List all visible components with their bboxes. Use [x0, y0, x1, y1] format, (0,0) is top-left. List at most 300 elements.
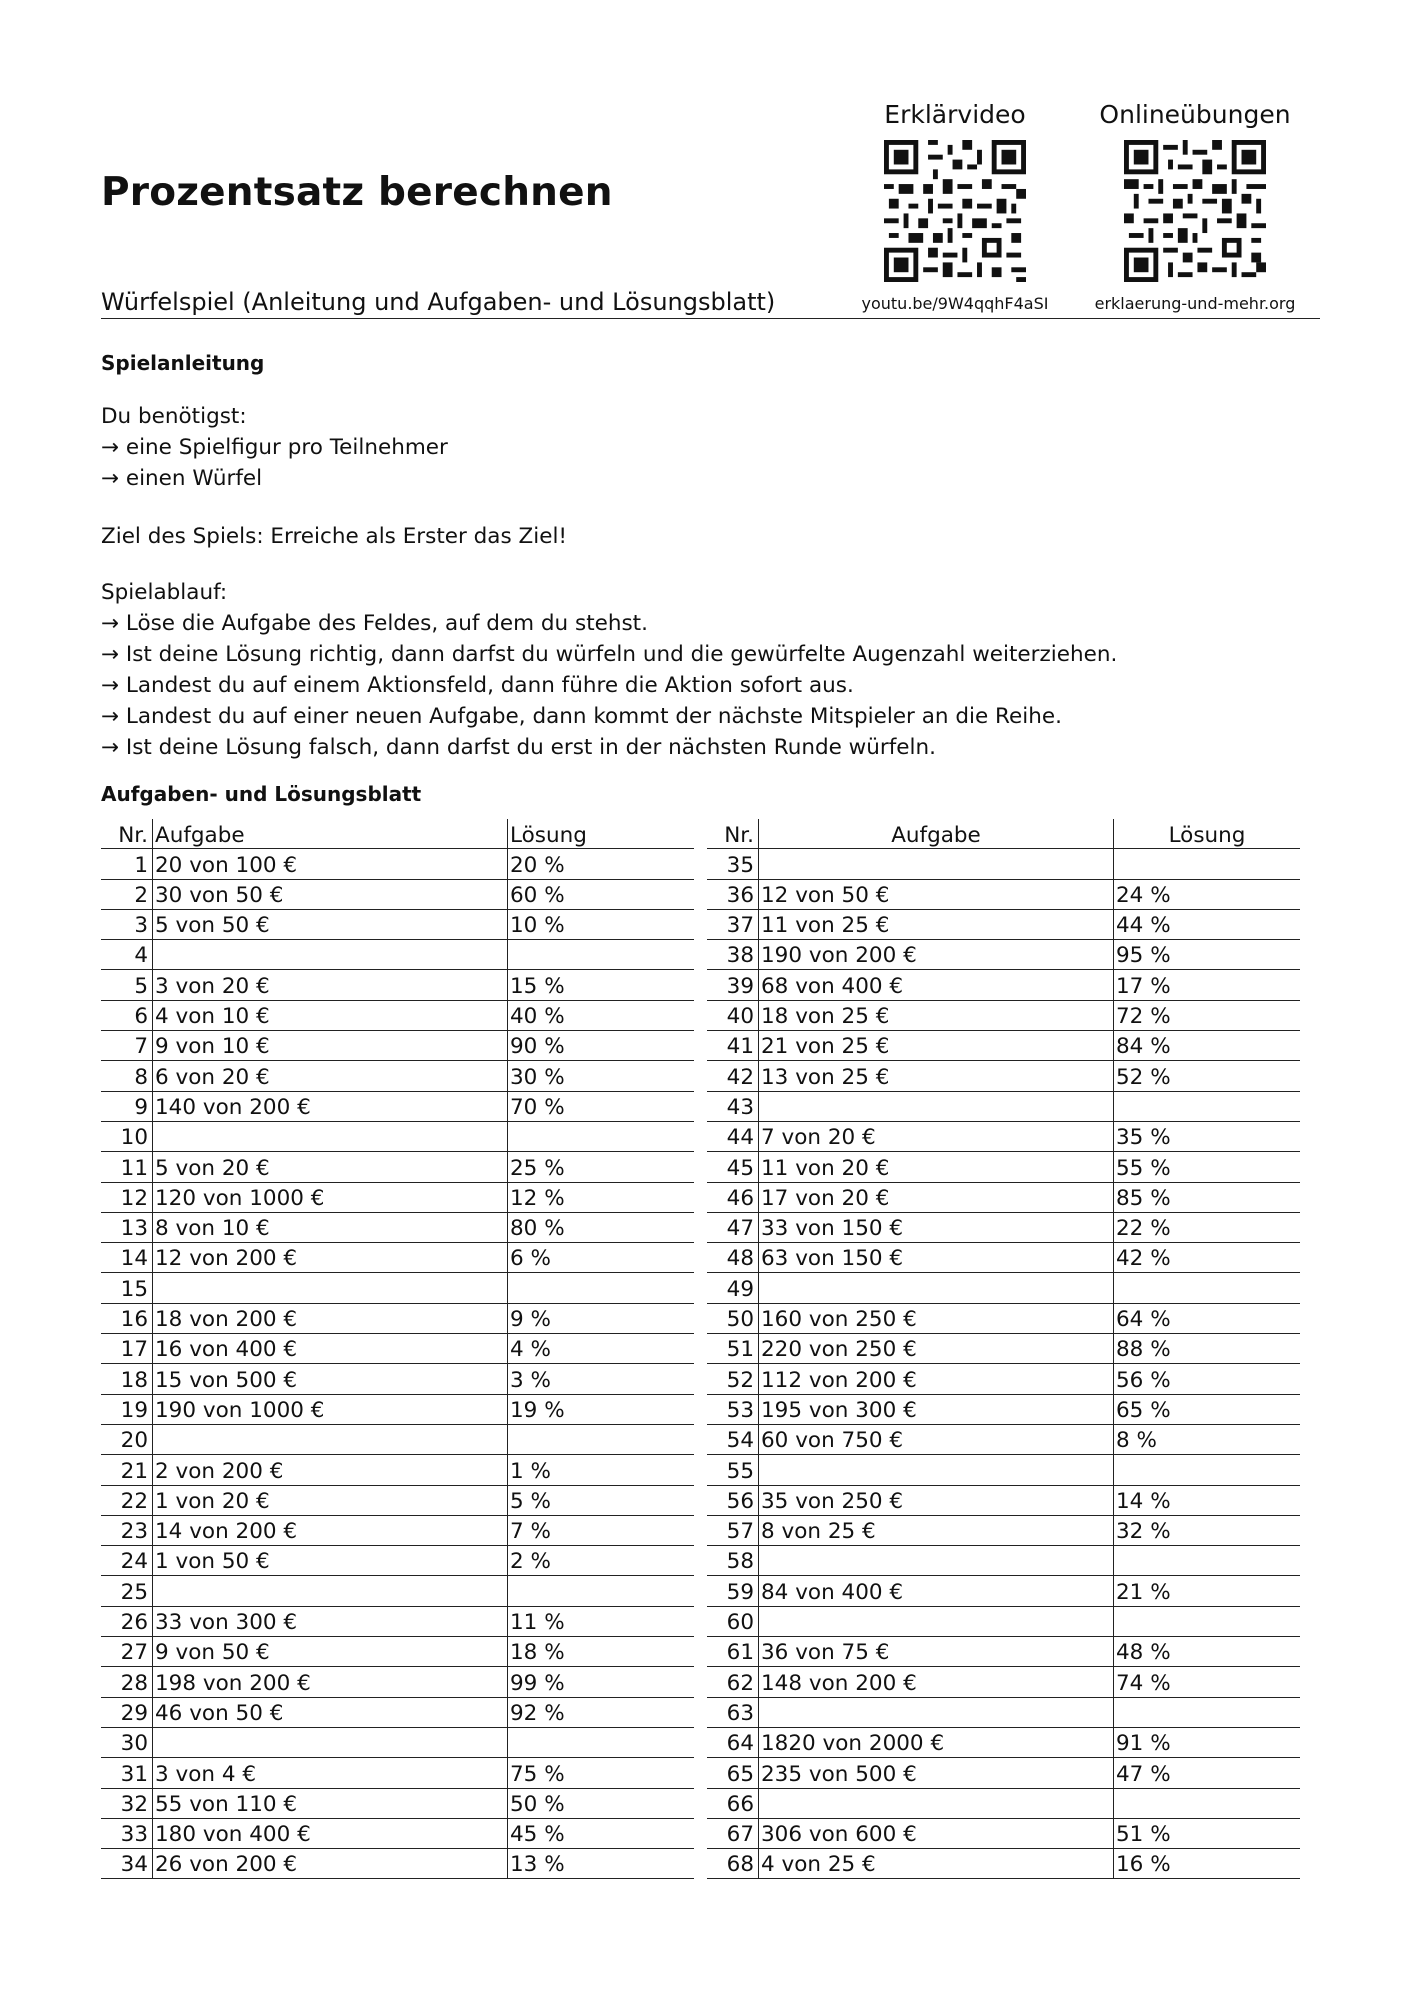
cell-aufgabe: 190 von 200 € — [759, 940, 1114, 969]
cell-nr: 32 — [101, 1789, 153, 1818]
cell-loesung: 56 % — [1116, 1367, 1171, 1393]
table-row — [101, 1001, 694, 1031]
table-row — [707, 970, 1300, 1000]
cell-nr: 66 — [707, 1789, 759, 1818]
cell-nr: 19 — [101, 1395, 153, 1424]
table-row — [707, 1698, 1300, 1728]
table-row — [707, 1213, 1300, 1243]
table-row — [707, 1425, 1300, 1455]
column-header-loesung: Lösung — [1168, 823, 1246, 849]
table-row — [707, 1183, 1300, 1213]
cell-loesung: 99 % — [510, 1670, 565, 1696]
cell-loesung — [1114, 849, 1300, 878]
cell-nr: 33 — [101, 1819, 153, 1848]
cell-loesung — [1114, 1789, 1300, 1818]
cell-nr: 14 — [101, 1243, 153, 1272]
cell-nr: 65 — [707, 1758, 759, 1787]
cell-aufgabe: 13 von 25 € — [759, 1061, 1114, 1090]
cell-aufgabe: 140 von 200 € — [153, 1092, 508, 1121]
cell-nr: 9 — [101, 1092, 153, 1121]
cell-aufgabe: 4 von 25 € — [759, 1849, 1114, 1878]
table-row — [101, 1364, 694, 1394]
table-row — [101, 1395, 694, 1425]
cell-aufgabe: 63 von 150 € — [759, 1243, 1114, 1272]
cell-loesung: 12 % — [510, 1185, 565, 1211]
cell-loesung — [508, 940, 694, 969]
column-header-nr: Nr. — [707, 819, 759, 848]
table-row — [101, 1455, 694, 1485]
cell-nr: 50 — [707, 1304, 759, 1333]
cell-nr: 8 — [101, 1061, 153, 1090]
table-row — [707, 849, 1300, 879]
cell-aufgabe: 2 von 200 € — [153, 1455, 508, 1484]
cell-loesung — [508, 1273, 694, 1302]
cell-loesung: 91 % — [1116, 1731, 1171, 1757]
qr-code-icon[interactable] — [884, 140, 1026, 282]
table-row — [707, 1455, 1300, 1485]
qr-label-exercises: Onlineübungen — [1099, 100, 1291, 129]
cell-loesung: 3 % — [510, 1367, 551, 1393]
cell-aufgabe — [759, 1698, 1114, 1727]
page-title: Prozentsatz berechnen — [101, 170, 613, 215]
cell-nr: 27 — [101, 1637, 153, 1666]
needs-item: → eine Spielfigur pro Teilnehmer — [101, 435, 448, 460]
cell-nr: 59 — [707, 1576, 759, 1605]
cell-nr: 6 — [101, 1001, 153, 1030]
cell-nr: 53 — [707, 1395, 759, 1424]
cell-nr: 55 — [707, 1455, 759, 1484]
cell-loesung: 70 % — [510, 1094, 565, 1120]
needs-intro: Du benötigst: — [101, 404, 247, 429]
cell-loesung: 72 % — [1116, 1004, 1171, 1030]
cell-loesung: 21 % — [1116, 1579, 1171, 1605]
cell-nr: 11 — [101, 1152, 153, 1181]
table-row — [101, 1789, 694, 1819]
cell-loesung — [508, 1728, 694, 1757]
cell-aufgabe: 7 von 20 € — [759, 1122, 1114, 1151]
cell-nr: 5 — [101, 970, 153, 999]
cell-aufgabe — [153, 1576, 508, 1605]
table-row — [101, 1607, 694, 1637]
table-row — [101, 910, 694, 940]
cell-loesung: 40 % — [510, 1004, 565, 1030]
cell-loesung: 30 % — [510, 1064, 565, 1090]
cell-nr: 3 — [101, 910, 153, 939]
cell-nr: 15 — [101, 1273, 153, 1302]
cell-loesung: 35 % — [1116, 1125, 1171, 1151]
cell-nr: 64 — [707, 1728, 759, 1757]
cell-nr: 20 — [101, 1425, 153, 1454]
table-header-row — [101, 819, 694, 849]
cell-aufgabe: 8 von 25 € — [759, 1516, 1114, 1545]
table-row — [101, 849, 694, 879]
flow-step: → Landest du auf einem Aktionsfeld, dann führe die Aktion sofort aus. — [101, 673, 854, 698]
table-row — [101, 1243, 694, 1273]
column-header-aufgabe: Aufgabe — [759, 819, 1114, 848]
cell-aufgabe — [153, 1122, 508, 1151]
table-row — [101, 1698, 694, 1728]
cell-nr: 40 — [707, 1001, 759, 1030]
task-table-right — [707, 819, 1300, 1879]
table-row — [101, 1849, 694, 1879]
table-row — [707, 1728, 1300, 1758]
cell-aufgabe: 8 von 10 € — [153, 1213, 508, 1242]
table-row — [101, 1122, 694, 1152]
cell-aufgabe: 20 von 100 € — [153, 849, 508, 878]
table-row — [707, 1546, 1300, 1576]
page-subtitle: Würfelspiel (Anleitung und Aufgaben- und Lösungsblatt) — [101, 288, 776, 316]
table-row — [707, 1031, 1300, 1061]
cell-nr: 45 — [707, 1152, 759, 1181]
cell-nr: 31 — [101, 1758, 153, 1787]
cell-loesung — [1114, 1455, 1300, 1484]
cell-aufgabe: 120 von 1000 € — [153, 1183, 508, 1212]
explainer-video-qr-block[interactable] — [840, 100, 1070, 313]
table-row — [101, 1819, 694, 1849]
table-row — [101, 1273, 694, 1303]
instructions-heading: Spielanleitung — [101, 351, 265, 375]
cell-nr: 43 — [707, 1092, 759, 1121]
cell-nr: 7 — [101, 1031, 153, 1060]
table-row — [707, 1273, 1300, 1303]
cell-aufgabe: 220 von 250 € — [759, 1334, 1114, 1363]
cell-aufgabe: 1 von 50 € — [153, 1546, 508, 1575]
table-row — [101, 1546, 694, 1576]
cell-loesung: 19 % — [510, 1397, 565, 1423]
cell-aufgabe: 1820 von 2000 € — [759, 1728, 1114, 1757]
cell-loesung: 8 % — [1116, 1428, 1157, 1454]
cell-aufgabe: 4 von 10 € — [153, 1001, 508, 1030]
cell-nr: 18 — [101, 1364, 153, 1393]
flow-block — [101, 577, 1117, 763]
cell-nr: 47 — [707, 1213, 759, 1242]
cell-nr: 23 — [101, 1516, 153, 1545]
cell-loesung: 5 % — [510, 1488, 551, 1514]
cell-aufgabe: 21 von 25 € — [759, 1031, 1114, 1060]
cell-aufgabe: 198 von 200 € — [153, 1667, 508, 1696]
goal-text — [101, 521, 567, 552]
cell-loesung — [1114, 1092, 1300, 1121]
cell-aufgabe: 17 von 20 € — [759, 1183, 1114, 1212]
cell-loesung — [508, 1576, 694, 1605]
cell-aufgabe — [153, 1273, 508, 1302]
cell-nr: 24 — [101, 1546, 153, 1575]
table-row — [101, 940, 694, 970]
cell-loesung: 45 % — [510, 1822, 565, 1848]
cell-nr: 38 — [707, 940, 759, 969]
cell-nr: 54 — [707, 1425, 759, 1454]
cell-nr: 1 — [101, 849, 153, 878]
cell-loesung: 84 % — [1116, 1034, 1171, 1060]
cell-aufgabe — [153, 1728, 508, 1757]
cell-loesung — [508, 1122, 694, 1151]
cell-aufgabe: 60 von 750 € — [759, 1425, 1114, 1454]
table-row — [707, 1758, 1300, 1788]
cell-loesung: 4 % — [510, 1337, 551, 1363]
cell-nr: 51 — [707, 1334, 759, 1363]
table-row — [707, 1516, 1300, 1546]
flow-step: → Landest du auf einer neuen Aufgabe, dann kommt der nächste Mitspieler an die Reihe. — [101, 704, 1062, 729]
table-header-row — [707, 819, 1300, 849]
cell-loesung: 13 % — [510, 1852, 565, 1878]
cell-loesung: 64 % — [1116, 1307, 1171, 1333]
table-row — [707, 1092, 1300, 1122]
cell-loesung: 9 % — [510, 1307, 551, 1333]
cell-nr: 29 — [101, 1698, 153, 1727]
column-header-aufgabe: Aufgabe — [153, 819, 508, 848]
cell-loesung — [1114, 1273, 1300, 1302]
cell-nr: 16 — [101, 1304, 153, 1333]
cell-nr: 41 — [707, 1031, 759, 1060]
cell-nr: 21 — [101, 1455, 153, 1484]
cell-aufgabe: 6 von 20 € — [153, 1061, 508, 1090]
cell-aufgabe: 3 von 20 € — [153, 970, 508, 999]
cell-nr: 57 — [707, 1516, 759, 1545]
cell-loesung: 24 % — [1116, 882, 1171, 908]
cell-aufgabe: 148 von 200 € — [759, 1667, 1114, 1696]
flow-step: → Ist deine Lösung richtig, dann darfst du würfeln und die gewürfelte Augenzahl weiterziehen. — [101, 642, 1118, 667]
cell-nr: 62 — [707, 1667, 759, 1696]
cell-aufgabe: 5 von 50 € — [153, 910, 508, 939]
cell-loesung — [508, 1425, 694, 1454]
cell-aufgabe: 18 von 25 € — [759, 1001, 1114, 1030]
cell-nr: 49 — [707, 1273, 759, 1302]
cell-aufgabe: 180 von 400 € — [153, 1819, 508, 1848]
table-row — [101, 1183, 694, 1213]
table-row — [707, 1607, 1300, 1637]
cell-nr: 12 — [101, 1183, 153, 1212]
table-row — [101, 1425, 694, 1455]
table-row — [707, 940, 1300, 970]
cell-loesung: 14 % — [1116, 1488, 1171, 1514]
cell-loesung: 2 % — [510, 1549, 551, 1575]
cell-loesung: 47 % — [1116, 1761, 1171, 1787]
cell-nr: 68 — [707, 1849, 759, 1878]
table-row — [101, 1152, 694, 1182]
table-row — [707, 1637, 1300, 1667]
cell-nr: 34 — [101, 1849, 153, 1878]
cell-aufgabe: 9 von 50 € — [153, 1637, 508, 1666]
cell-aufgabe — [153, 1425, 508, 1454]
column-header-nr: Nr. — [101, 819, 153, 848]
cell-nr: 52 — [707, 1364, 759, 1393]
cell-nr: 28 — [101, 1667, 153, 1696]
cell-aufgabe: 11 von 25 € — [759, 910, 1114, 939]
table-row — [707, 1334, 1300, 1364]
cell-aufgabe: 9 von 10 € — [153, 1031, 508, 1060]
table-row — [707, 1395, 1300, 1425]
cell-aufgabe: 30 von 50 € — [153, 880, 508, 909]
cell-loesung: 85 % — [1116, 1185, 1171, 1211]
table-row — [707, 1243, 1300, 1273]
cell-aufgabe: 46 von 50 € — [153, 1698, 508, 1727]
table-row — [707, 1849, 1300, 1879]
cell-nr: 48 — [707, 1243, 759, 1272]
cell-aufgabe: 26 von 200 € — [153, 1849, 508, 1878]
cell-nr: 56 — [707, 1486, 759, 1515]
video-url[interactable]: youtu.be/9W4qqhF4aSI — [861, 294, 1049, 313]
cell-loesung: 7 % — [510, 1519, 551, 1545]
cell-loesung: 11 % — [510, 1610, 565, 1636]
cell-nr: 36 — [707, 880, 759, 909]
table-row — [101, 880, 694, 910]
cell-loesung: 55 % — [1116, 1155, 1171, 1181]
table-heading: Aufgaben- und Lösungsblatt — [101, 782, 422, 806]
cell-loesung: 18 % — [510, 1640, 565, 1666]
cell-loesung: 95 % — [1116, 943, 1171, 969]
cell-aufgabe — [759, 1455, 1114, 1484]
cell-nr: 46 — [707, 1183, 759, 1212]
cell-aufgabe: 195 von 300 € — [759, 1395, 1114, 1424]
cell-aufgabe: 36 von 75 € — [759, 1637, 1114, 1666]
qr-code-icon[interactable] — [1124, 140, 1266, 282]
cell-aufgabe: 306 von 600 € — [759, 1819, 1114, 1848]
table-row — [101, 1213, 694, 1243]
cell-aufgabe: 68 von 400 € — [759, 970, 1114, 999]
cell-loesung: 15 % — [510, 973, 565, 999]
cell-loesung: 92 % — [510, 1700, 565, 1726]
cell-aufgabe: 1 von 20 € — [153, 1486, 508, 1515]
cell-aufgabe: 55 von 110 € — [153, 1789, 508, 1818]
cell-loesung: 22 % — [1116, 1216, 1171, 1242]
cell-aufgabe: 35 von 250 € — [759, 1486, 1114, 1515]
table-row — [101, 1637, 694, 1667]
cell-aufgabe — [759, 849, 1114, 878]
cell-loesung: 1 % — [510, 1458, 551, 1484]
cell-loesung: 65 % — [1116, 1397, 1171, 1423]
cell-aufgabe: 15 von 500 € — [153, 1364, 508, 1393]
table-row — [707, 1061, 1300, 1091]
table-row — [101, 1031, 694, 1061]
table-row — [101, 1334, 694, 1364]
cell-aufgabe: 33 von 300 € — [153, 1607, 508, 1636]
cell-nr: 35 — [707, 849, 759, 878]
table-row — [101, 1486, 694, 1516]
needs-block — [101, 401, 448, 494]
task-table-left — [101, 819, 694, 1879]
cell-aufgabe — [153, 940, 508, 969]
cell-nr: 30 — [101, 1728, 153, 1757]
cell-loesung: 10 % — [510, 913, 565, 939]
cell-loesung: 16 % — [1116, 1852, 1171, 1878]
cell-aufgabe: 3 von 4 € — [153, 1758, 508, 1787]
cell-nr: 13 — [101, 1213, 153, 1242]
cell-aufgabe — [759, 1092, 1114, 1121]
cell-nr: 44 — [707, 1122, 759, 1151]
cell-aufgabe: 160 von 250 € — [759, 1304, 1114, 1333]
goal-line: Ziel des Spiels: Erreiche als Erster das Ziel! — [101, 524, 568, 549]
cell-aufgabe: 18 von 200 € — [153, 1304, 508, 1333]
cell-nr: 42 — [707, 1061, 759, 1090]
cell-aufgabe: 12 von 200 € — [153, 1243, 508, 1272]
needs-item: → einen Würfel — [101, 466, 263, 491]
online-exercises-qr-block[interactable] — [1075, 100, 1315, 313]
cell-aufgabe: 190 von 1000 € — [153, 1395, 508, 1424]
cell-nr: 37 — [707, 910, 759, 939]
cell-loesung: 75 % — [510, 1761, 565, 1787]
cell-nr: 39 — [707, 970, 759, 999]
cell-loesung — [1114, 1607, 1300, 1636]
table-row — [101, 1516, 694, 1546]
table-row — [707, 1789, 1300, 1819]
cell-aufgabe: 12 von 50 € — [759, 880, 1114, 909]
table-row — [101, 970, 694, 1000]
table-row — [101, 1061, 694, 1091]
cell-loesung: 50 % — [510, 1791, 565, 1817]
flow-step: → Löse die Aufgabe des Feldes, auf dem du stehst. — [101, 611, 648, 636]
table-row — [707, 1667, 1300, 1697]
qr-label-video: Erklärvideo — [884, 100, 1026, 129]
table-row — [101, 1728, 694, 1758]
cell-loesung: 52 % — [1116, 1064, 1171, 1090]
cell-aufgabe: 5 von 20 € — [153, 1152, 508, 1181]
cell-nr: 4 — [101, 940, 153, 969]
table-row — [101, 1304, 694, 1334]
exercises-url[interactable]: erklaerung-und-mehr.org — [1094, 294, 1296, 313]
cell-nr: 60 — [707, 1607, 759, 1636]
cell-aufgabe: 14 von 200 € — [153, 1516, 508, 1545]
cell-loesung: 74 % — [1116, 1670, 1171, 1696]
cell-loesung: 90 % — [510, 1034, 565, 1060]
flow-intro: Spielablauf: — [101, 580, 228, 605]
table-row — [707, 1001, 1300, 1031]
cell-loesung: 44 % — [1116, 913, 1171, 939]
table-row — [707, 910, 1300, 940]
cell-aufgabe: 84 von 400 € — [759, 1576, 1114, 1605]
cell-loesung: 88 % — [1116, 1337, 1171, 1363]
cell-loesung — [1114, 1546, 1300, 1575]
cell-aufgabe — [759, 1789, 1114, 1818]
cell-nr: 17 — [101, 1334, 153, 1363]
cell-loesung: 51 % — [1116, 1822, 1171, 1848]
table-row — [707, 1122, 1300, 1152]
cell-aufgabe: 11 von 20 € — [759, 1152, 1114, 1181]
table-row — [707, 1486, 1300, 1516]
cell-loesung: 17 % — [1116, 973, 1171, 999]
cell-nr: 2 — [101, 880, 153, 909]
table-row — [101, 1092, 694, 1122]
cell-nr: 10 — [101, 1122, 153, 1151]
cell-aufgabe: 33 von 150 € — [759, 1213, 1114, 1242]
cell-loesung — [1114, 1698, 1300, 1727]
cell-loesung: 80 % — [510, 1216, 565, 1242]
cell-aufgabe — [759, 1546, 1114, 1575]
cell-nr: 61 — [707, 1637, 759, 1666]
cell-loesung: 20 % — [510, 852, 565, 878]
cell-nr: 22 — [101, 1486, 153, 1515]
cell-loesung: 25 % — [510, 1155, 565, 1181]
column-header-loesung: Lösung — [510, 823, 587, 849]
cell-aufgabe: 235 von 500 € — [759, 1758, 1114, 1787]
cell-loesung: 6 % — [510, 1246, 551, 1272]
cell-loesung: 42 % — [1116, 1246, 1171, 1272]
table-row — [707, 1304, 1300, 1334]
cell-aufgabe — [759, 1273, 1114, 1302]
cell-nr: 58 — [707, 1546, 759, 1575]
table-row — [101, 1576, 694, 1606]
cell-loesung: 60 % — [510, 882, 565, 908]
cell-nr: 25 — [101, 1576, 153, 1605]
cell-nr: 63 — [707, 1698, 759, 1727]
cell-loesung: 32 % — [1116, 1519, 1171, 1545]
table-row — [101, 1667, 694, 1697]
header-divider — [101, 318, 1320, 319]
table-row — [707, 1364, 1300, 1394]
flow-step: → Ist deine Lösung falsch, dann darfst du erst in der nächsten Runde würfeln. — [101, 735, 936, 760]
cell-aufgabe: 112 von 200 € — [759, 1364, 1114, 1393]
table-row — [707, 880, 1300, 910]
table-row — [707, 1819, 1300, 1849]
